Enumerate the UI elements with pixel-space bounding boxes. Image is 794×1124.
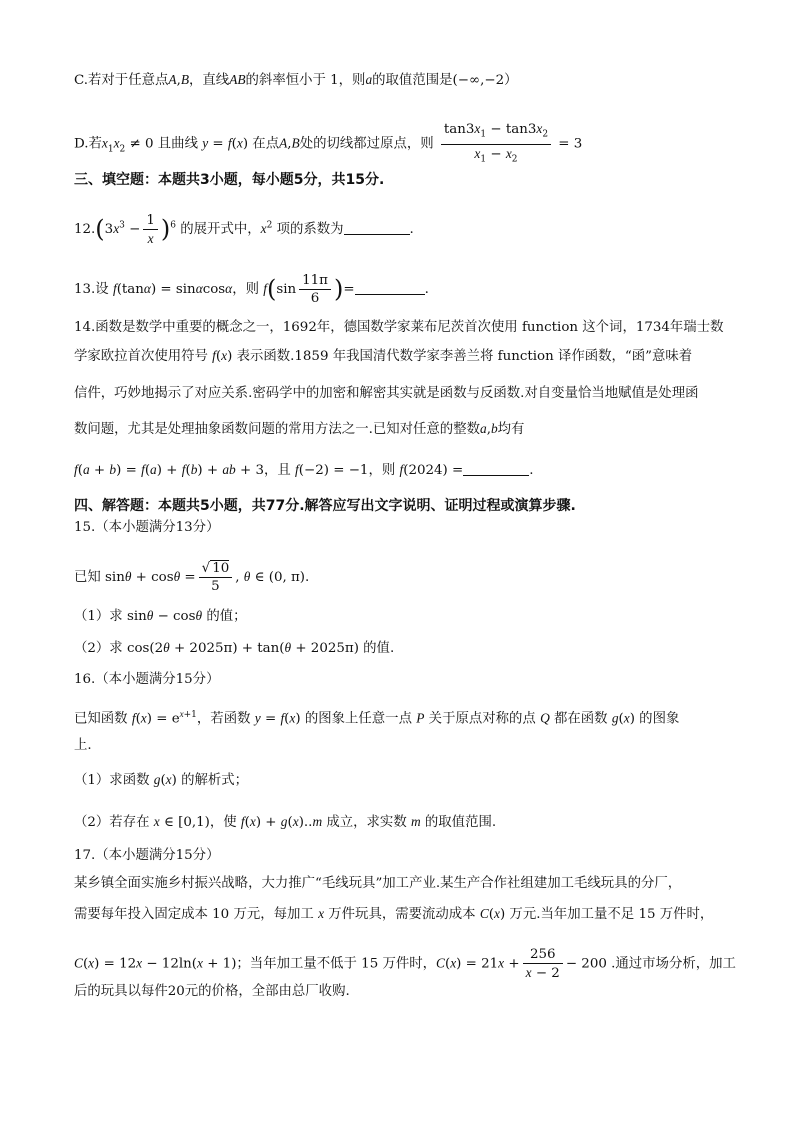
question-17-header: 17.（本小题满分15分） (74, 848, 220, 863)
question-17-line-4: 后的玩具以每件20元的价格，全部由总厂收购. (74, 984, 350, 999)
question-15-given: 已知 sinθ + cosθ = $\frac{√ 10}{5}$ , θ ∈ (0, π). (74, 561, 310, 594)
question-16-given-1: 已知函数 $f(x) = e^{x+1}$，若函数 y = f(x) 的图象上任意一点 P 关于原点对称的点 Q 都在函数 g(x) 的图象 (74, 709, 680, 727)
question-14-line-1: 14.函数是数学中重要的概念之一，1692年，德国数学家莱布尼茨首次使用 function 这个词，1734年瑞士数 (74, 320, 724, 335)
question-16-part-1: （1）求函数 g(x) 的解析式； (74, 772, 249, 788)
question-12: $12.(3x^3$ − $\frac{1}{x}$ )$^6$ 的展开式中，$x^2$ 项的系数为 . (74, 213, 414, 246)
question-14-line-5: f(a + b) = f(a) + f(b) + ab + 3，且 f(−2) = −1，则 f(2024) = . (74, 462, 534, 478)
question-17-line-2: 需要每年投入固定成本 10 万元，每加工 x 万件玩具，需要流动成本 C(x) 万元.当年加工量不足 15 万件时， (74, 906, 714, 922)
question-15-part-1: （1）求 sinθ − cosθ 的值； (74, 608, 247, 624)
question-15-part-2: （2）求 cos(2θ + 2025π) + tan(θ + 2025π) 的值. (74, 640, 395, 656)
question-13: 13.设 f(tanα) = sinαcosα，则 f(sin $\frac{11\pi}{6}$ )= . (74, 273, 429, 306)
question-17-line-3: C(x) = 12x − 12ln(x + 1)；当年加工量不低于 15 万件时，C(x) = 21x + $\frac{256}{x - 2}$ − 200 .通过市场分析，加工 (74, 947, 736, 981)
question-17-line-1: 某乡镇全面实施乡村振兴战略，大力推广“毛线玩具”加工产业.某生产合作社组建加工毛线玩具的分厂， (74, 876, 682, 891)
question-14-line-2: 学家欧拉首次使用符号 f(x) 表示函数.1859 年我国清代数学家李善兰将 function 译作函数，“函”意味着 (74, 348, 693, 364)
question-16-header: 16.（本小题满分15分） (74, 672, 220, 687)
section-4-heading: 四、解答题：本题共5小题，共77分.解答应写出文字说明、证明过程或演算步骤. (74, 498, 576, 514)
option-d: D.若$x_1x_2 \ne 0$ 且曲线 y = f(x) 在点A,B处的切线都过原点，则 $\frac{\tan 3x_1 - \tan 3x_2}{x_1 - x_2}$ = 3 (74, 121, 583, 165)
question-14-line-3: 信件，巧妙地揭示了对应关系.密码学中的加密和解密其实就是函数与反函数.对自变量恰当地赋值是处理函 (74, 386, 699, 401)
option-c: C.若对于任意点A,B，直线AB的斜率恒小于 1，则a的取值范围是(−∞,−2） (74, 72, 518, 88)
question-14-line-4: 数问题，尤其是处理抽象函数问题的常用方法之一.已知对任意的整数a,b均有 (74, 421, 525, 437)
question-16-given-2: 上. (74, 738, 92, 753)
question-16-part-2: （2）若存在 x ∈ [0,1)，使 f(x) + g(x)..m 成立，求实数 m 的取值范围. (74, 814, 497, 830)
section-3-heading: 三、填空题：本题共3小题，每小题5分，共15分. (74, 172, 385, 188)
question-15-header: 15.（本小题满分13分） (74, 520, 220, 535)
